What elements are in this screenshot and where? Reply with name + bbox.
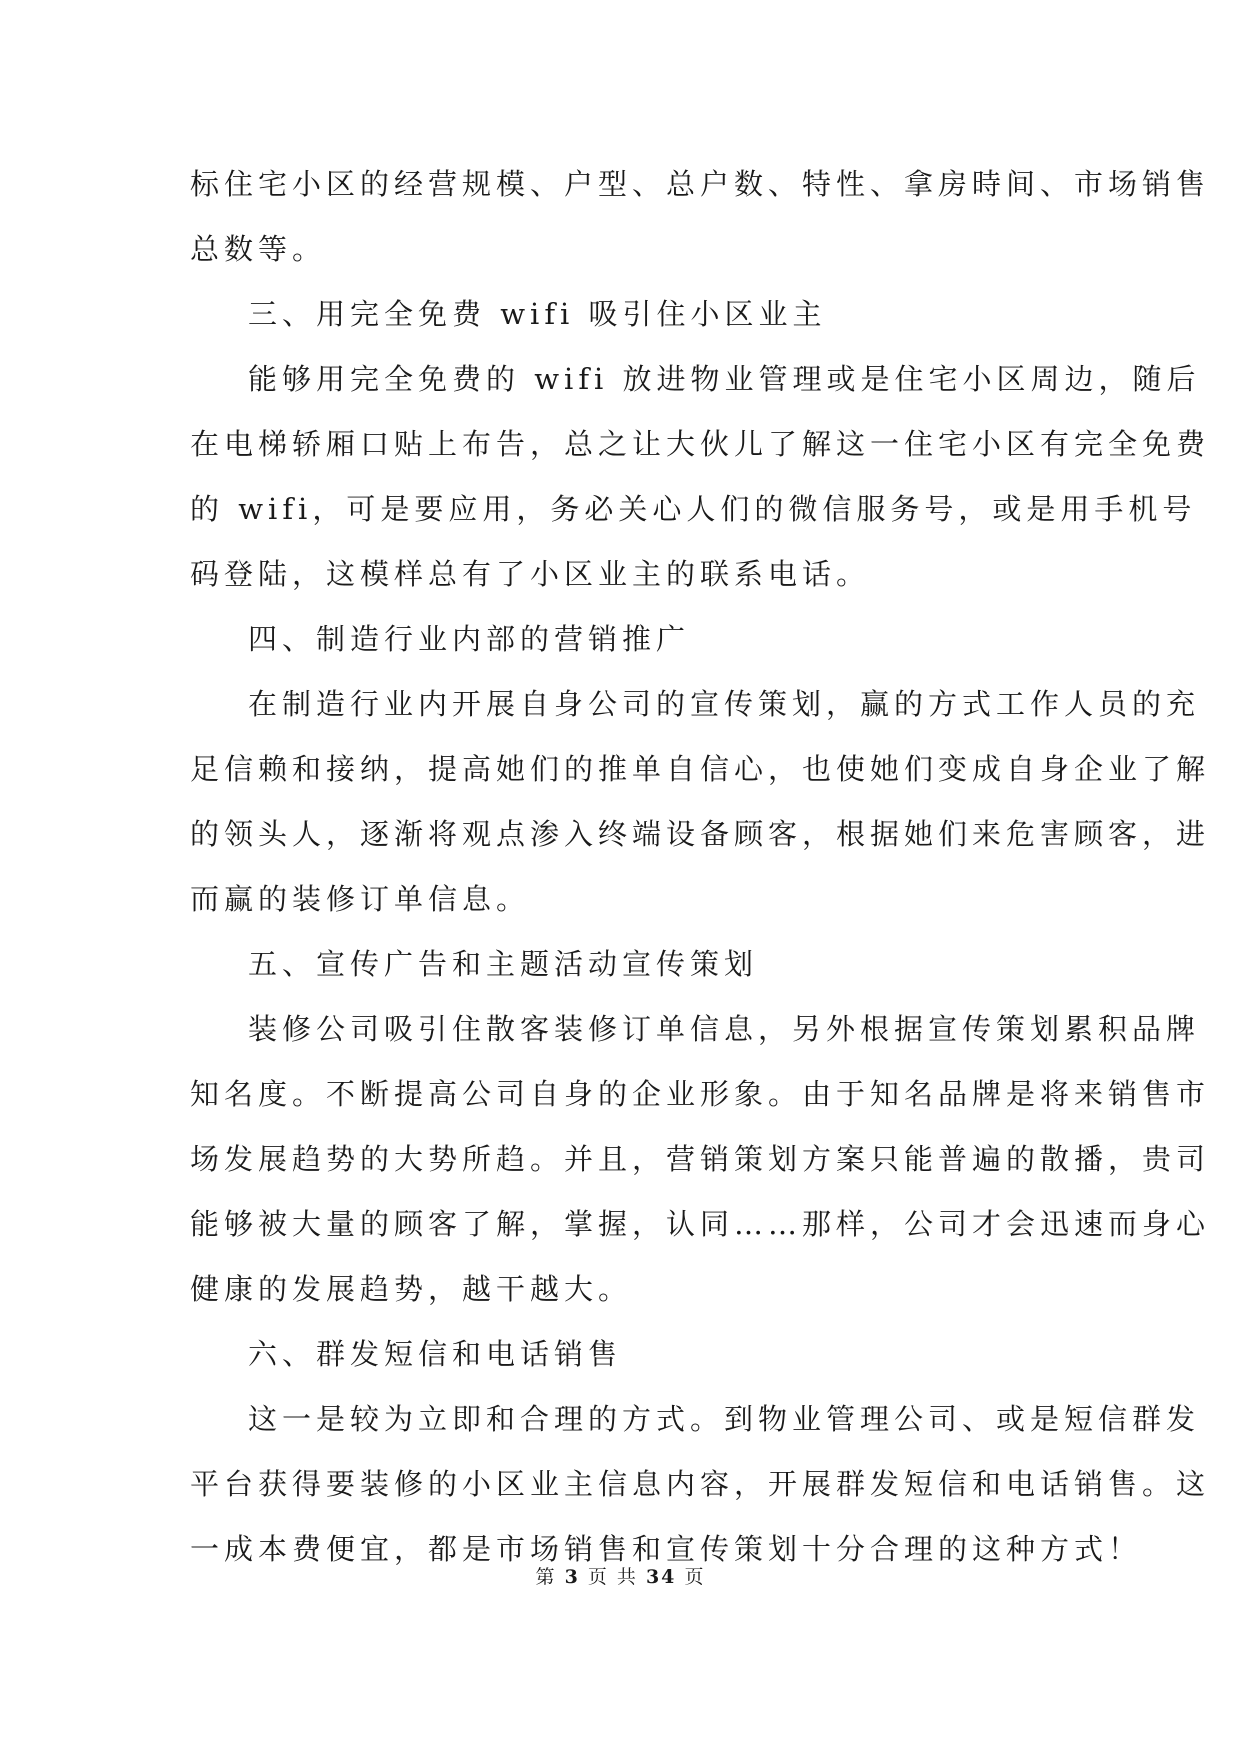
text-line: 健康的发展趋势，越干越大。 bbox=[190, 1272, 633, 1306]
section-heading: 四、制造行业内部的营销推广 bbox=[248, 622, 691, 656]
page-footer bbox=[0, 1562, 1241, 1589]
text-line: 码登陆，这模样总有了小区业主的联系电话。 bbox=[190, 557, 871, 591]
text-line: 平台获得要装修的小区业主信息内容，开展群发短信和电话销售。这 bbox=[190, 1467, 1211, 1501]
text-line: 装修公司吸引住散客装修订单信息，另外根据宣传策划累积品牌 bbox=[248, 1012, 1201, 1046]
text-line: 能够用完全免费的 wifi 放进物业管理或是住宅小区周边，随后 bbox=[248, 362, 1201, 396]
text-line: 而赢的装修订单信息。 bbox=[190, 882, 531, 916]
text-line: 的 wifi，可是要应用，务必关心人们的微信服务号，或是用手机号 bbox=[190, 492, 1197, 526]
total-page-number: 34 bbox=[645, 1566, 677, 1588]
text-line: 的领头人，逐渐将观点渗入终端设备顾客，根据她们来危害顾客，进 bbox=[190, 817, 1211, 851]
text-line: 在制造行业内开展自身公司的宣传策划，赢的方式工作人员的充 bbox=[248, 687, 1201, 721]
text-line: 在电梯轿厢口贴上布告，总之让大伙儿了解这一住宅小区有完全免费 bbox=[190, 427, 1211, 461]
text-line: 标住宅小区的经营规模、户型、总户数、特性、拿房時间、市场销售 bbox=[190, 167, 1211, 201]
text-line: 能够被大量的顾客了解，掌握，认同……那样，公司才会迅速而身心 bbox=[190, 1207, 1211, 1241]
text-line: 一成本费便宜，都是市场销售和宣传策划十分合理的这种方式！ bbox=[190, 1532, 1143, 1566]
body-text bbox=[190, 152, 1211, 1582]
text-line: 这一是较为立即和合理的方式。到物业管理公司、或是短信群发 bbox=[248, 1402, 1201, 1436]
current-page-number: 3 bbox=[564, 1566, 580, 1588]
footer-prefix: 第 bbox=[535, 1566, 557, 1588]
text-line: 足信赖和接纳，提高她们的推单自信心，也使她们变成自身企业了解 bbox=[190, 752, 1211, 786]
footer-suffix: 页 bbox=[684, 1566, 706, 1588]
text-line: 场发展趋势的大势所趋。并且，营销策划方案只能普遍的散播，贵司 bbox=[190, 1142, 1211, 1176]
section-heading: 五、宣传广告和主题活动宣传策划 bbox=[248, 947, 759, 981]
section-heading: 三、用完全免费 wifi 吸引住小区业主 bbox=[248, 297, 827, 331]
section-heading: 六、群发短信和电话销售 bbox=[248, 1337, 623, 1371]
text-line: 知名度。不断提高公司自身的企业形象。由于知名品牌是将来销售市 bbox=[190, 1077, 1211, 1111]
footer-middle: 页 共 bbox=[587, 1566, 638, 1588]
text-line: 总数等。 bbox=[190, 232, 327, 266]
